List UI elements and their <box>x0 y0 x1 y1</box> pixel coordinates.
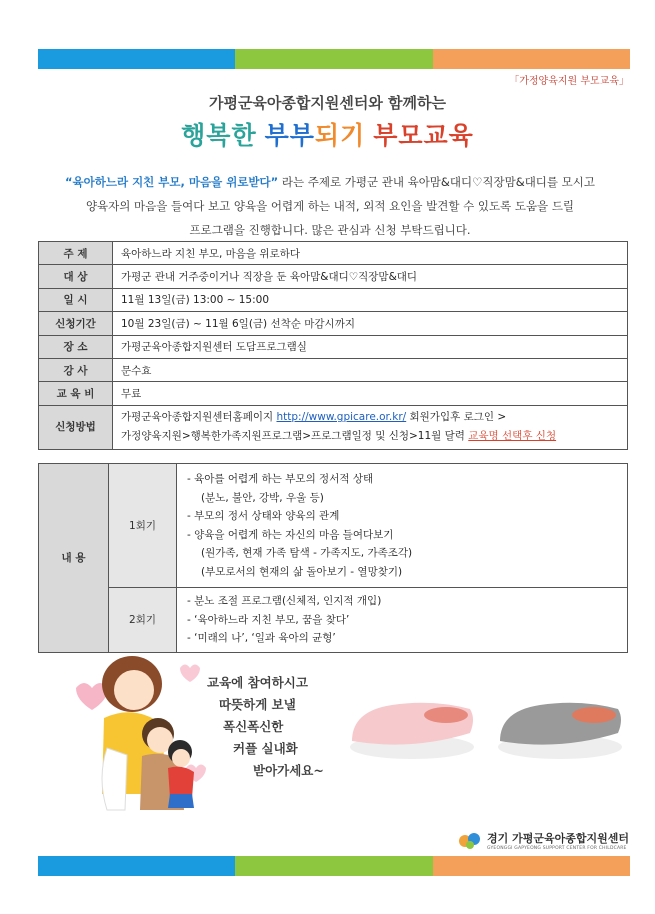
info-value: 가평군육아종합지원센터 도담프로그램실 <box>113 335 628 358</box>
title-word-1: 행복한 <box>181 121 257 150</box>
child-face <box>172 749 190 767</box>
main-title <box>0 116 655 152</box>
center-logo <box>457 826 632 854</box>
session2-label: 2회기 <box>109 588 177 653</box>
info-label: 교 육 비 <box>39 382 113 405</box>
list-item: - ‘미래의 나’, ‘일과 육아의 균형’ <box>187 632 336 644</box>
session1-items <box>177 464 628 588</box>
list-item: (분노, 불안, 강박, 우울 등) <box>201 491 324 504</box>
info-value: 가평군 관내 거주중이거나 직장을 둔 육아맘&대디♡직장맘&대디 <box>113 265 628 288</box>
program-tag: 「가정양육지원 부모교육」 <box>509 76 629 87</box>
info-label: 주 제 <box>39 242 113 265</box>
child-body <box>168 767 194 798</box>
info-label: 일 시 <box>39 288 113 311</box>
info-value: 문수효 <box>113 358 628 381</box>
list-item: (부모로서의 현재의 삶 돌아보기 - 열망찾기) <box>201 565 403 578</box>
list-item: - 부모의 정서 상태와 양육의 관계 <box>187 510 340 522</box>
intro-line3: 프로그램을 진행합니다. 많은 관심과 신청 부탁드립니다. <box>189 223 471 237</box>
title-word-2: 부부 <box>264 121 315 150</box>
promo-line: 폭신폭신한 <box>223 719 284 734</box>
info-row-period <box>39 312 628 335</box>
info-value: 11월 13일(금) 13:00 ~ 15:00 <box>113 288 628 311</box>
intro-paragraph <box>30 170 630 242</box>
session1-label: 1회기 <box>109 464 177 588</box>
stripe-blue <box>38 856 235 876</box>
center-logo-icon <box>457 829 483 851</box>
bottom-color-stripe <box>38 856 630 876</box>
mother-skirt <box>102 748 127 810</box>
info-label: 장 소 <box>39 335 113 358</box>
apply-text: 가평군육아종합지원센터홈페이지 <box>121 411 277 424</box>
logo-text <box>487 830 629 851</box>
info-row-lecturer <box>39 358 628 381</box>
list-item: - 육아를 어렵게 하는 부모의 정서적 상태 <box>187 473 374 485</box>
info-label: 신청기간 <box>39 312 113 335</box>
stripe-orange <box>433 856 630 876</box>
logo-name: 경기 가평군육아종합지원센터 <box>487 831 629 845</box>
session2-items <box>177 588 628 653</box>
info-value: 무료 <box>113 382 628 405</box>
apply-select-link[interactable]: 교육명 선택후 신청 <box>468 430 557 443</box>
content-table <box>38 463 628 653</box>
content-row-session1 <box>39 464 628 588</box>
promo-line: 따뜻하게 보낼 <box>219 697 296 712</box>
content-row-session2 <box>39 588 628 653</box>
top-color-stripe <box>38 49 630 69</box>
promo-text <box>195 672 335 782</box>
info-label: 대 상 <box>39 265 113 288</box>
pink-slipper-image <box>342 683 482 763</box>
info-value <box>113 405 628 449</box>
stripe-green <box>235 49 432 69</box>
list-item: (원가족, 현재 가족 탐색 - 가족지도, 가족조각) <box>201 547 413 559</box>
stripe-orange <box>433 49 630 69</box>
apply-path: 가정양육지원>행복한가족지원프로그램>프로그램일정 및 신청>11월 달력 <box>121 430 469 443</box>
child-pants <box>168 794 194 808</box>
info-value: 육아하느라 지친 부모, 마음을 위로하다 <box>113 242 628 265</box>
info-row-date <box>39 288 628 311</box>
intro-line2: 양육자의 마음을 들여다 보고 양육을 어렵게 하는 내적, 외적 요인을 발견할 수 있도록 도움을 드릴 <box>85 199 575 213</box>
stripe-blue <box>38 49 235 69</box>
promo-line: 받아가세요~ <box>253 763 324 778</box>
list-item: - ‘육아하느라 지친 부모, 꿈을 찾다’ <box>187 613 350 626</box>
info-row-place <box>39 335 628 358</box>
info-row-apply <box>39 405 628 449</box>
promo-line: 커플 실내화 <box>233 741 298 756</box>
homepage-link[interactable]: http://www.gpicare.or.kr/ <box>276 411 407 424</box>
apply-text: 회원가입후 로그인 > <box>406 411 507 424</box>
info-row-fee <box>39 382 628 405</box>
logo-subtitle: GYEONGGI GAPYEONG SUPPORT CENTER FOR CHILDCARE <box>487 845 627 851</box>
mother-face <box>114 670 154 710</box>
info-value: 10월 23일(금) ~ 11월 6일(금) 선착순 마감시까지 <box>113 312 628 335</box>
info-label: 강 사 <box>39 358 113 381</box>
subtitle: 가평군육아종합지원센터와 함께하는 <box>208 94 447 112</box>
intro-quote: “육아하느라 지친 부모, 마음을 위로받다” <box>64 175 279 189</box>
gray-slipper-image <box>490 683 630 763</box>
info-row-topic <box>39 242 628 265</box>
info-label: 신청방법 <box>39 405 113 449</box>
stripe-green <box>235 856 432 876</box>
promo-line: 교육에 참여하시고 <box>207 675 308 690</box>
info-row-target <box>39 265 628 288</box>
list-item: - 분노 조절 프로그램(신체적, 인지적 개입) <box>187 595 382 607</box>
slipper-opening <box>572 707 616 723</box>
intro-line1: 라는 주제로 가평군 관내 육아맘&대디♡직장맘&대디를 모시고 <box>278 175 596 189</box>
title-word-4: 부모교육 <box>373 121 474 150</box>
title-word-3: 되기 <box>314 121 366 150</box>
list-item: - 양육을 어렵게 하는 자신의 마음 들여다보기 <box>187 528 394 541</box>
slipper-opening <box>424 707 468 723</box>
info-table <box>38 241 628 450</box>
content-label: 내 용 <box>39 464 109 653</box>
